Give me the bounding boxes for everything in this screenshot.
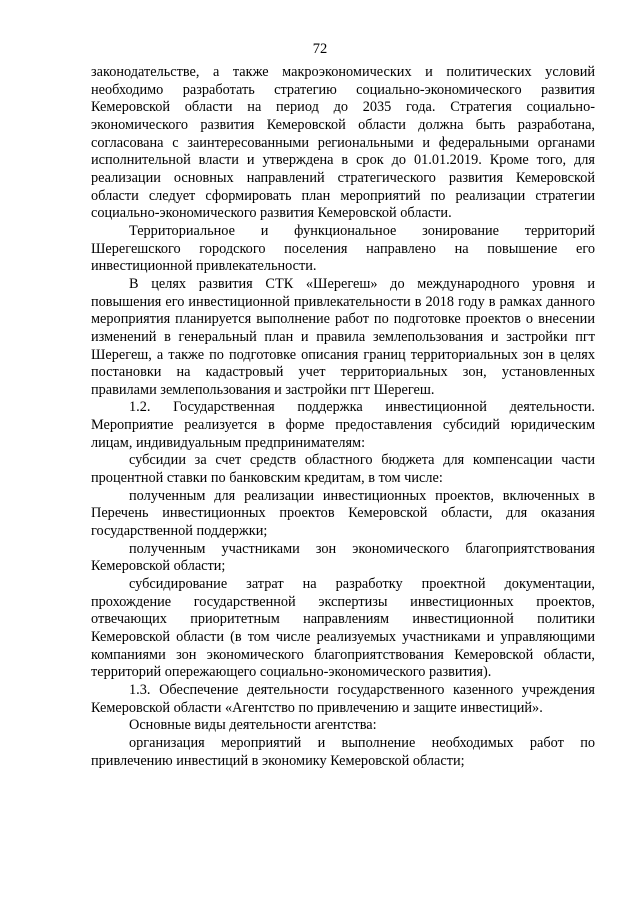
document-body	[91, 64, 595, 770]
paragraph-design-documentation: субсидирование затрат на разработку проектной документации, прохождение государственной экспертизы инвестиционных проектов, отвечающих приоритетным направлениям инвестиционной политики Кемеровской области (в том числе реализуемых участниками и управляющими компаниями зон экономического благоприятствования Кемеровской области, территорий опережающего социально-экономического развития).	[91, 576, 595, 681]
paragraph-section-1-3: 1.3. Обеспечение деятельности государственного казенного учреждения Кемеровской области «Агентство по привлечению и защите инвестиций».	[91, 681, 595, 716]
paragraph-agency-activity-item: организация мероприятий и выполнение необходимых работ по привлечению инвестиций в экономику Кемеровской области;	[91, 734, 595, 769]
paragraph-subsidies-interest: субсидии за счет средств областного бюджета для компенсации части процентной ставки по банковским кредитам, в том числе:	[91, 452, 595, 487]
paragraph-territorial-zoning: Территориальное и функциональное зонирование территорий Шерегешского городского поселения направлено на повышение его инвестиционной привлекательности.	[91, 222, 595, 275]
paragraph-agency-activities-heading: Основные виды деятельности агентства:	[129, 717, 377, 734]
paragraph-strategy-continuation: законодательстве, а также макроэкономических и политических условий необходимо разработать стратегию социально-экономического развития Кемеровской области на период до 2035 года. Стратегия социально-экономического развития Кемеровской области должна быть разработана, согласована с заинтересованными региональными и федеральными органами исполнительной власти и утверждена в срок до 01.01.2019. Кроме того, для реализации основных направлений стратегического развития Кемеровской области следует сформировать план мероприятий по реализации стратегии социально-экономического развития Кемеровской области.	[91, 64, 595, 222]
paragraph-investment-projects-list: полученным для реализации инвестиционных проектов, включенных в Перечень инвестиционных проектов Кемеровской области, для оказания государственной поддержки;	[91, 487, 595, 540]
paragraph-section-1-2: 1.2. Государственная поддержка инвестиционной деятельности. Мероприятие реализуется в форме предоставления субсидий юридическим лицам, индивидуальным предпринимателям:	[91, 399, 595, 451]
paragraph-economic-zones: полученным участниками зон экономического благоприятствования Кемеровской области;	[91, 540, 595, 575]
paragraph-sheregesh-development: В целях развития СТК «Шерегеш» до международного уровня и повышения его инвестиционной привлекательности в 2018 году в рамках данного мероприятия планируется выполнение работ по подготовке проектов о внесении изменений в генеральный план и правила землепользования и застройки пгт Шерегеш, а также по подготовке описания границ территориальных зон в целях постановки на кадастровый учет территориальных зон, установленных правилами землепользования и застройки пгт Шерегеш.	[91, 275, 595, 398]
page-number: 72	[312, 41, 328, 57]
